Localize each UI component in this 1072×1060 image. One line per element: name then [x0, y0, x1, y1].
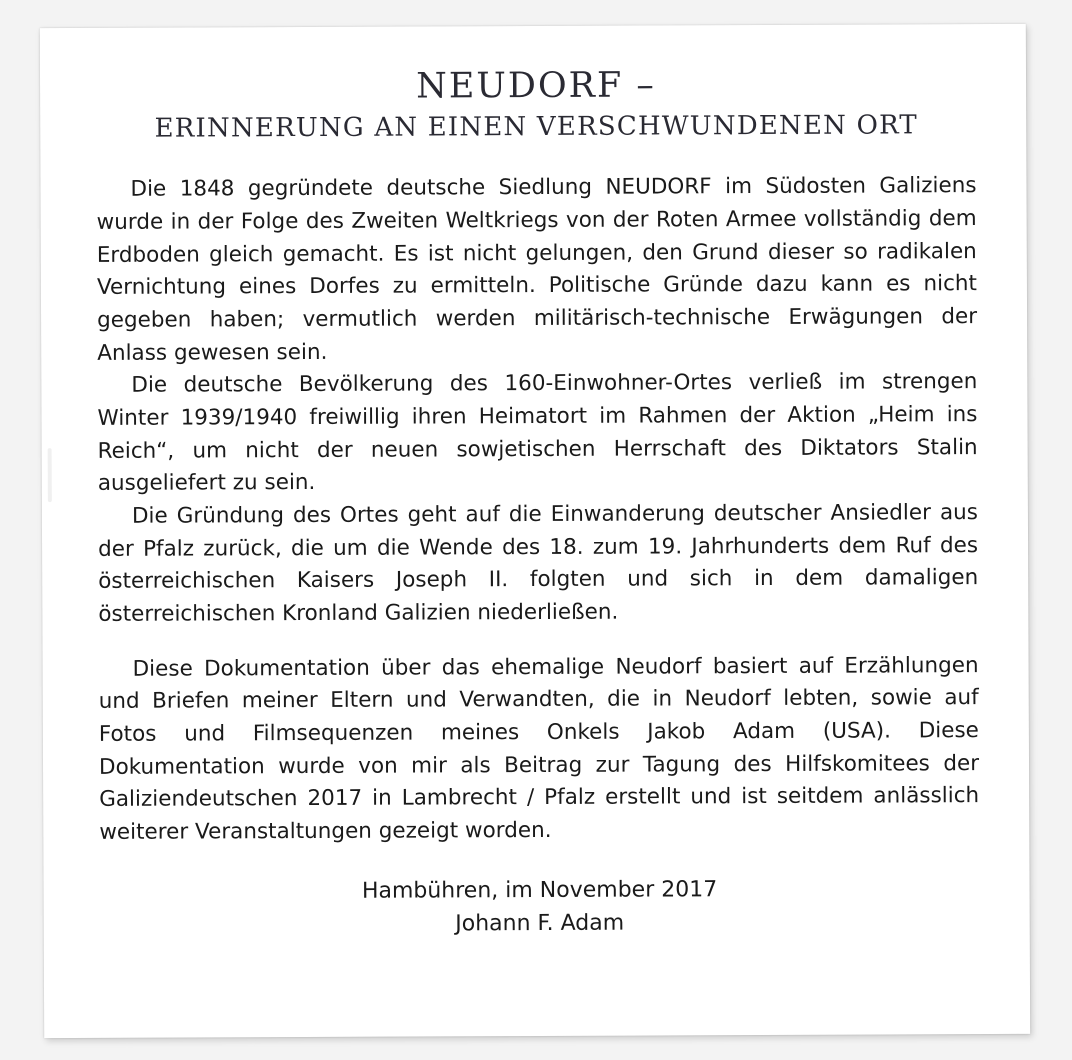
document-page [40, 24, 1030, 1038]
title-block [96, 64, 976, 144]
paragraph-4: Diese Dokumentation über das ehemalige Neudorf basiert auf Erzählungen und Briefen meiner Eltern und Verwandten, die in Neudorf lebten, sowie auf Fotos und Filmsequenzen meines Onkels Jakob Adam (USA). Diese Dokumentation wurde von mir als Beitrag zur Tagung des Hilfskomitees der Galiziendeutschen 2017 in Lambrecht / Pfalz erstellt und ist seitdem anlässlich weiterer Veranstaltungen gezeigt worden. [98, 652, 980, 845]
signature-place-date: Hambühren, im November 2017 [361, 876, 718, 904]
paragraph-2: Die deutsche Bevölkerung des 160-Einwohner-Ortes verließ im strengen Winter 1939/1940 freiwillig ihren Heimatort im Rahmen der Aktion „Heim ins Reich“, um nicht der neuen sowjetischen Herrschaft des Diktators Stalin ausgeliefert zu sein. [97, 369, 978, 497]
signature-author: Johann F. Adam [455, 910, 625, 937]
body-text [96, 170, 979, 849]
paragraph-1: Die 1848 gegründete deutsche Siedlung NEUDORF im Südosten Galiziens wurde in der Folge des Zweiten Weltkriegs von der Roten Armee vollständig dem Erdboden gleich gemacht. Es ist nicht gelungen, den Grund dieser so radikalen Vernichtung eines Dorfes zu ermitteln. Politische Gründe dazu kann es nicht gegeben haben; vermutlich werden militärisch-technische Erwägungen der Anlass gewesen sein. [96, 173, 978, 366]
signature-block [99, 872, 979, 942]
document-title: NEUDORF – [416, 65, 656, 107]
paragraph-3: Die Gründung des Ortes geht auf die Einwanderung deutscher Ansiedler aus der Pfalz zurück, die um die Wende des 18. zum 19. Jahrhunderts dem Ruf des österreichischen Kaisers Joseph II. folgten und sich in dem damaligen österreichischen Kronland Galizien niederließen. [98, 500, 979, 627]
document-subtitle: ERINNERUNG AN EINEN VERSCHWUNDENEN ORT [154, 110, 919, 144]
scan-blemish [48, 448, 52, 502]
page-content [96, 64, 980, 998]
